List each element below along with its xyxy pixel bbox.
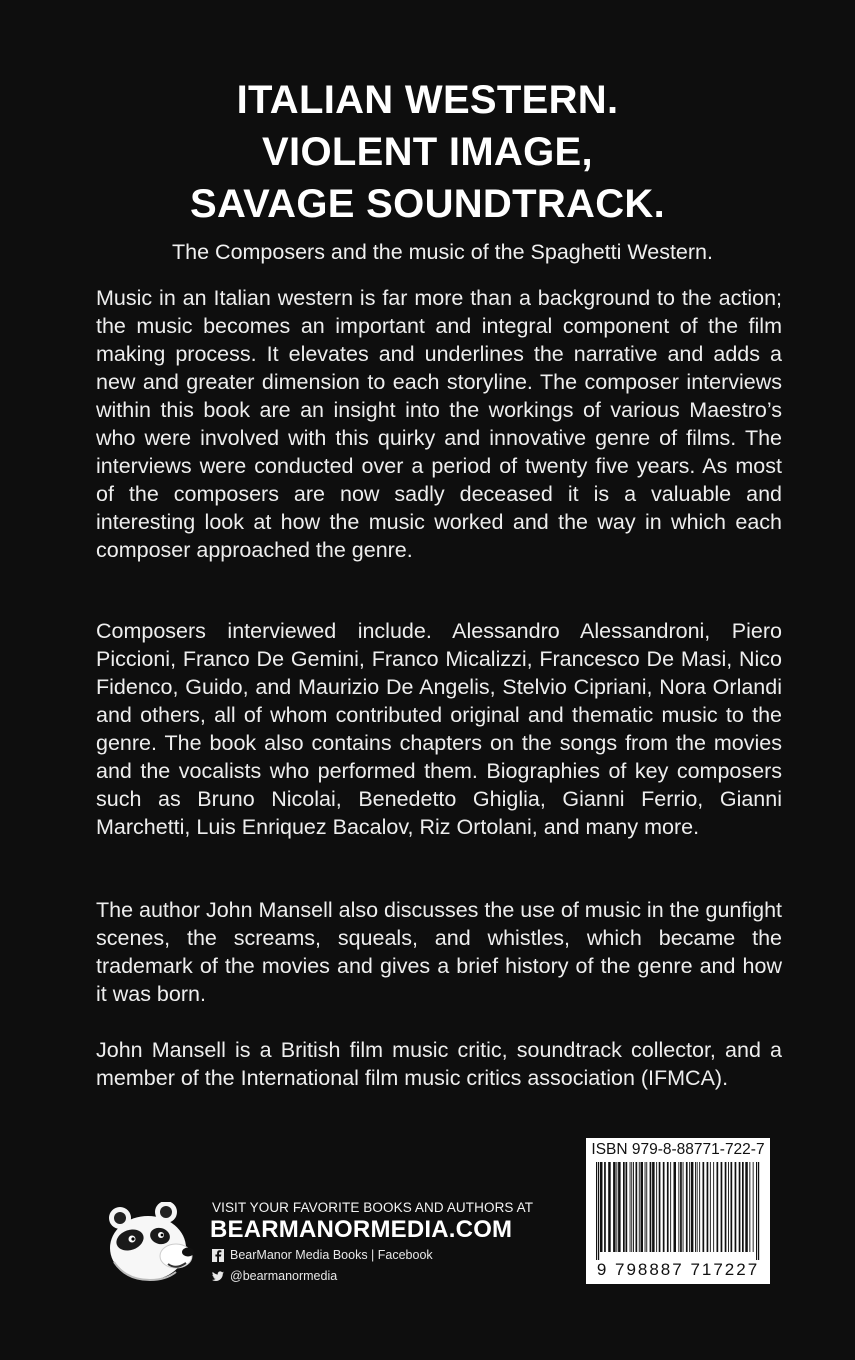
barcode-bar [680, 1162, 682, 1252]
barcode-bar [659, 1162, 661, 1252]
barcode-bar [742, 1162, 744, 1252]
publisher-website-link[interactable]: BEARMANORMEDIA.COM [210, 1216, 513, 1243]
barcode-bar [663, 1162, 665, 1252]
barcode-bar [656, 1162, 657, 1252]
barcode-bar [604, 1162, 606, 1252]
barcode-bar [725, 1162, 727, 1252]
barcode-bar [686, 1162, 688, 1252]
isbn-barcode [586, 1138, 770, 1284]
barcode-bar [745, 1162, 748, 1252]
description-paragraph-3: The author John Mansell also discusses the use of music in the gunfight scenes, the screams, squeals, and whistles, which became the trademark of the movies and gives a brief history of the genre and how it was born. [96, 898, 782, 1006]
barcode-bar [616, 1162, 617, 1252]
barcode-bar [618, 1162, 621, 1252]
barcode-bar [650, 1162, 652, 1252]
barcode-bars-icon [594, 1162, 762, 1260]
barcode-bar [641, 1162, 644, 1252]
isbn-label: ISBN 979-8-88771-722-7 [591, 1141, 765, 1158]
twitter-bird-icon [212, 1270, 224, 1283]
barcode-guard-bar [758, 1162, 759, 1260]
barcode-guard-bar [596, 1162, 597, 1260]
title-line-3: SAVAGE SOUNDTRACK. [189, 182, 666, 226]
facebook-label: BearManor Media Books | Facebook [230, 1248, 433, 1262]
barcode-bar [645, 1162, 646, 1252]
facebook-link[interactable] [212, 1248, 433, 1262]
author-bio-paragraph: John Mansell is a British film music critic, soundtrack collector, and a member of the International film music critics association (IFMCA). [96, 1038, 782, 1090]
barcode-bar [639, 1162, 640, 1252]
barcode-bar [600, 1162, 603, 1252]
barcode-bar [731, 1162, 733, 1252]
barcode-bar [717, 1162, 719, 1252]
barcode-bar [721, 1162, 723, 1252]
barcode-bar [691, 1162, 694, 1252]
barcode-bar [631, 1162, 632, 1252]
publisher-block [106, 1198, 546, 1288]
barcode-bar [633, 1162, 634, 1252]
barcode-bar [667, 1162, 669, 1252]
barcode-bar [626, 1162, 628, 1252]
barcode-guard-bar [756, 1162, 757, 1260]
panda-logo-icon [106, 1202, 196, 1284]
barcode-bar [674, 1162, 677, 1252]
barcode-bar [608, 1162, 611, 1252]
barcode-bar [697, 1162, 698, 1252]
visit-text: VISIT YOUR FAVORITE BOOKS AND AUTHORS AT [212, 1200, 534, 1215]
twitter-handle: @bearmanormedia [230, 1269, 338, 1283]
barcode-bar [623, 1162, 625, 1252]
title-line-1: ITALIAN WESTERN. [236, 78, 619, 122]
book-title [0, 74, 855, 230]
barcode-bar [699, 1162, 700, 1252]
barcode-bar [646, 1162, 647, 1252]
title-line-2: VIOLENT IMAGE, [262, 130, 593, 174]
barcode-bar [689, 1162, 690, 1252]
barcode-digits: 9 798887 717227 [596, 1260, 760, 1279]
barcode-bar [613, 1162, 616, 1252]
barcode-bar [670, 1162, 671, 1252]
twitter-link[interactable] [212, 1269, 337, 1283]
barcode-guard-bar [598, 1162, 599, 1260]
barcode-bar [678, 1162, 679, 1252]
facebook-icon [212, 1249, 224, 1262]
barcode-bar [703, 1162, 705, 1252]
barcode-bar [735, 1162, 737, 1252]
description-paragraph-2: Composers interviewed include. Alessandro Alessandroni, Piero Piccioni, Franco De Gemini, Franco Micalizzi, Francesco De Masi, Nico Fidenco, Guido, and Maurizio De Angelis, Stelvio Cipriani, Nora Orlandi and others, all of whom contributed original and thematic music to the genre. The book also contains chapters on the songs from the movies and the vocalists who performed them. Biographies of key composers such as Bruno Nicolai, Benedetto Ghiglia, Gianni Ferrio, Gianni Marchetti, Luis Enriquez Bacalov, Riz Ortolani, and many more. [96, 619, 782, 839]
description-paragraph-1: Music in an Italian western is far more than a background to the action; the music becomes an important and integral component of the film making process. It elevates and underlines the narrative and adds a new and greater dimension to each storyline. The composer interviews within this book are an insight into the workings of various Maestro’s who were involved with this quirky and innovative genre of films. The interviews were conducted over a period of twenty five years. As most of the composers are now sadly deceased it is a valuable and interesting look at how the music worked and the way in which each composer approached the genre. [96, 286, 782, 562]
barcode-bar [728, 1162, 729, 1252]
barcode-bar [630, 1162, 631, 1252]
barcode-bar [713, 1162, 714, 1252]
barcode-bar [749, 1162, 750, 1252]
barcode-bar [707, 1162, 709, 1252]
barcode-bar [695, 1162, 696, 1252]
barcode-bar [739, 1162, 741, 1252]
barcode-bar [636, 1162, 638, 1252]
barcode-bar [683, 1162, 684, 1252]
barcode-bar [652, 1162, 655, 1252]
book-subtitle: The Composers and the music of the Spaghetti Western. [172, 240, 713, 264]
barcode-bar [753, 1162, 754, 1252]
barcode-bar [710, 1162, 711, 1252]
